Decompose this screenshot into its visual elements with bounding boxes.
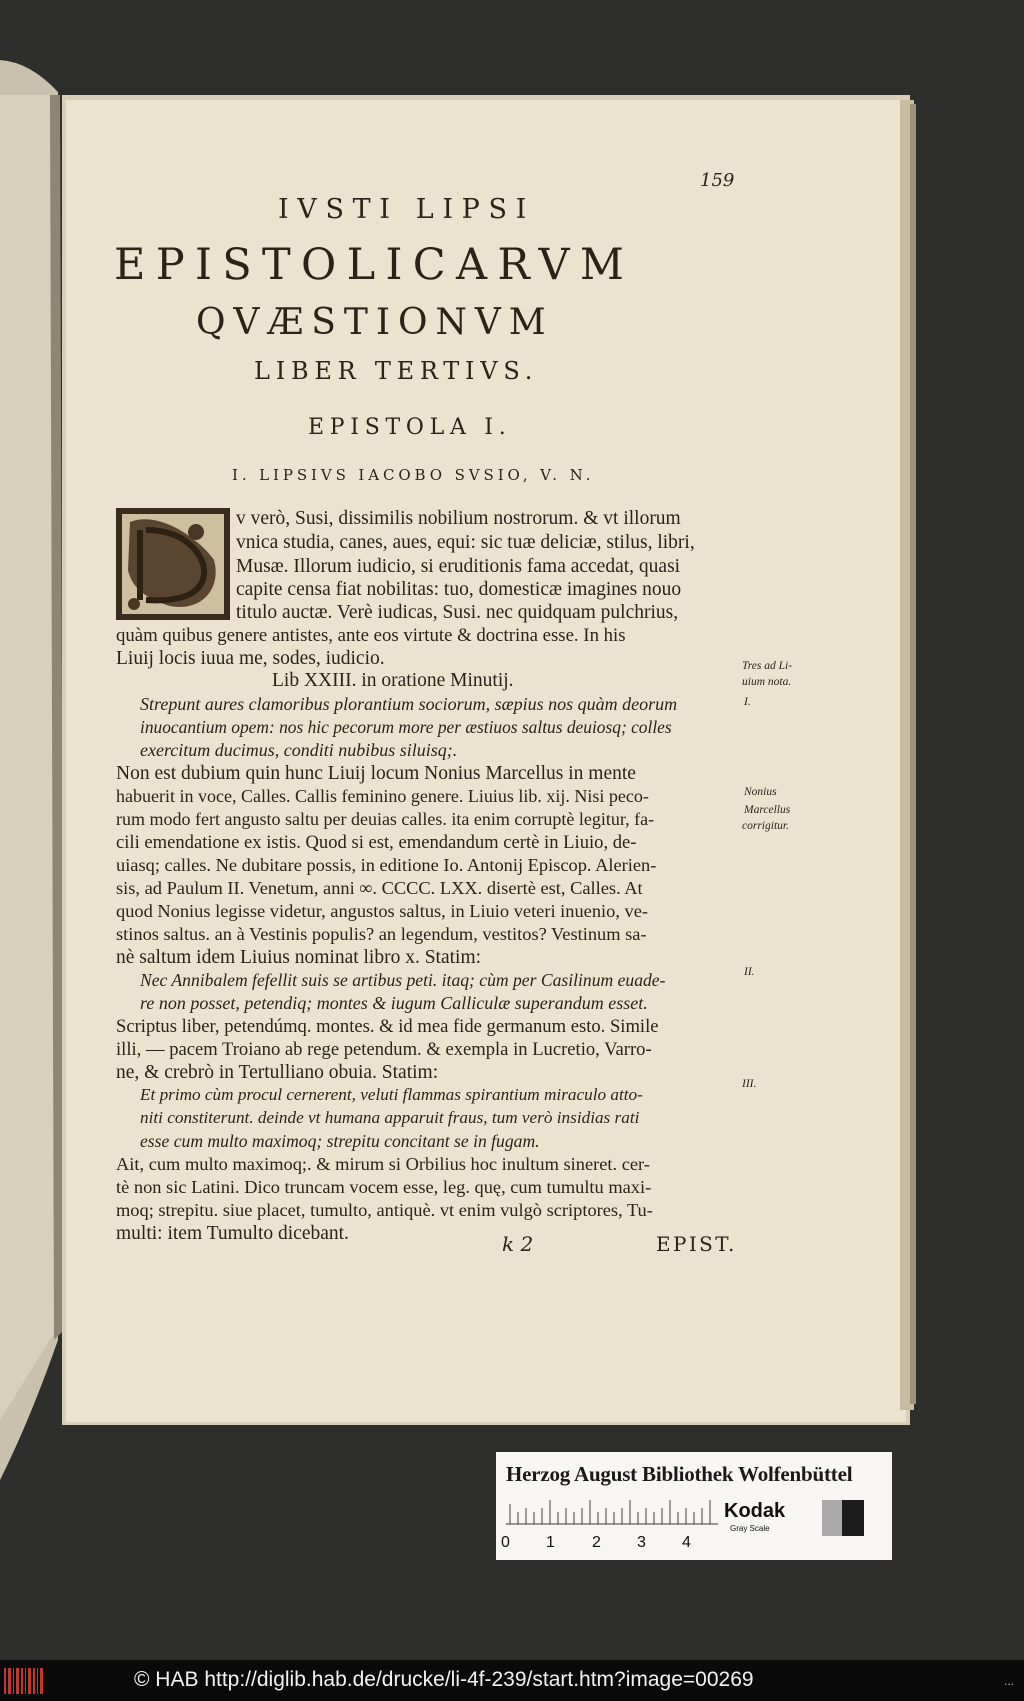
page-number: 159	[700, 170, 735, 191]
body-line: quàm quibus genere antistes, ante eos virtute & doctrina esse. In his	[116, 625, 626, 646]
signature-mark: k 2	[502, 1232, 534, 1256]
body-line: cili emendatione ex istis. Quod si est, emendandum certè in Liuio, de-	[116, 832, 637, 853]
scale-number: 3	[637, 1534, 646, 1551]
quote-line: Nec Annibalem fefellit suis se artibus peti. itaq; cùm per Casilinum euade-	[140, 970, 666, 990]
margin-note: corrigitur.	[742, 820, 789, 832]
header-subtitle: QVÆSTIONVM	[196, 302, 554, 343]
body-line: capite censa fiat nobilitas: tuo, domesticæ imagines nouo	[236, 579, 682, 600]
body-line: uiasq; calles. Ne dubitare possis, in editione Io. Antonij Episcop. Alerien-	[116, 855, 657, 875]
header-book: LIBER TERTIVS.	[254, 357, 539, 385]
body-line: vnica studia, canes, aues, equi: sic tuæ deliciæ, stilus, libri,	[236, 532, 695, 553]
body-line: quod Nonius legisse videtur, angustos saltus, in Liuio veteri inuenio, ve-	[116, 901, 649, 921]
body-line: nè saltum idem Liuius nominat libro x. Statim:	[116, 947, 482, 968]
color-scale-card	[496, 1452, 892, 1560]
header-title: EPISTOLICARVM	[114, 240, 635, 290]
salutation: I. LIPSIVS IACOBO SVSIO, V. N.	[232, 466, 595, 484]
catchword: EPIST.	[656, 1232, 737, 1256]
body-line: moq; strepitu. siue placet, tumulto, antiquè. vt enim vulgò scriptores, Tu-	[116, 1200, 653, 1220]
body-line: titulo auctæ. Verè iudicas, Susi. nec quidquam pulchrius,	[236, 602, 679, 623]
body-line: Liuij locis iuua me, sodes, iudicio.	[116, 648, 385, 669]
quote-line: exercitum ducimus, conditi nubibus siluisq;.	[140, 740, 458, 760]
margin-number: II.	[744, 966, 755, 978]
body-line: stinos saltus. an à Vestinis populis? an legendum, vestitos? Vestinum sa-	[116, 924, 647, 944]
scale-number: 2	[592, 1534, 601, 1551]
quote-line: re non posset, petendiq; montes & iugum Calliculæ superandum esset.	[140, 993, 648, 1013]
margin-number: I.	[744, 696, 751, 708]
margin-note: uium nota.	[742, 676, 792, 688]
body-line: illi, — pacem Troiano ab rege petendum. & exempla in Lucretio, Varro-	[116, 1039, 652, 1060]
kodak-label: Kodak	[724, 1500, 786, 1522]
body-line: tè non sic Latini. Dico truncam vocem esse, leg. quę, cum tumultu maxi-	[116, 1177, 652, 1197]
library-name: Herzog August Bibliothek Wolfenbüttel	[506, 1462, 853, 1486]
epistle-heading: EPISTOLA I.	[308, 415, 512, 440]
body-line: ne, & crebrò in Tertulliano obuia. Statim:	[116, 1062, 439, 1083]
scale-number: 0	[501, 1534, 510, 1551]
footer-bar	[0, 1660, 1024, 1701]
body-line: habuerit in voce, Calles. Callis feminino genere. Liuius lib. xij. Nisi peco-	[116, 786, 649, 806]
more-dots: ...	[1003, 1674, 1014, 1688]
margin-note: Nonius	[744, 786, 777, 798]
quote-line: niti constiterunt. deinde vt humana apparuit fraus, tum verò insidias rati	[140, 1108, 640, 1127]
body-line: Musæ. Illorum iudicio, si eruditionis fama accedat, quasi	[236, 556, 681, 577]
decorated-initial	[116, 508, 230, 620]
quote-line: Et primo cùm procul cernerent, veluti flammas spirantium miraculo atto-	[140, 1085, 643, 1104]
quote-line: Strepunt aures clamoribus plorantium sociorum, sæpius nos quàm deorum	[140, 694, 678, 714]
scale-number: 1	[546, 1534, 555, 1551]
header-author: IVSTI LIPSI	[278, 194, 535, 225]
body-line: Ait, cum multo maximoq;. & mirum si Orbilius hoc inultum sineret. cer-	[116, 1154, 650, 1174]
gray-scale-label: Gray Scale	[730, 1524, 770, 1533]
body-line: Non est dubium quin hunc Liuij locum Nonius Marcellus in mente	[116, 763, 636, 784]
copyright-url[interactable]: © HAB http://diglib.hab.de/drucke/li-4f-239/start.htm?image=00269	[134, 1668, 754, 1691]
margin-note: Tres ad Li-	[742, 660, 793, 672]
margin-note: Marcellus	[744, 804, 791, 816]
body-line: Lib XXIII. in oratione Minutij.	[272, 670, 514, 691]
gray-patch-light	[822, 1500, 842, 1536]
gray-patch-dark	[842, 1500, 864, 1536]
ruler-scale	[504, 1496, 724, 1532]
barcode-icon	[4, 1668, 44, 1694]
body-line: v verò, Susi, dissimilis nobilium nostrorum. & vt illorum	[236, 508, 681, 529]
body-line: multi: item Tumulto dicebant.	[116, 1223, 349, 1244]
margin-number: III.	[742, 1078, 757, 1090]
body-line: rum modo fert angusto saltu per deuias calles. ita enim corruptè legitur, fa-	[116, 809, 655, 829]
body-line: sis, ad Paulum II. Venetum, anni ∞. CCCC. LXX. disertè est, Calles. At	[116, 878, 643, 898]
scale-number: 4	[682, 1534, 691, 1551]
quote-line: esse cum multo maximoq; strepitu concitant se in fugam.	[140, 1131, 540, 1151]
quote-line: inuocantium opem: nos hic pecorum more per æstiuos saltus deuiosq; colles	[140, 717, 672, 737]
body-line: Scriptus liber, petendúmq. montes. & id mea fide germanum esto. Simile	[116, 1016, 659, 1037]
